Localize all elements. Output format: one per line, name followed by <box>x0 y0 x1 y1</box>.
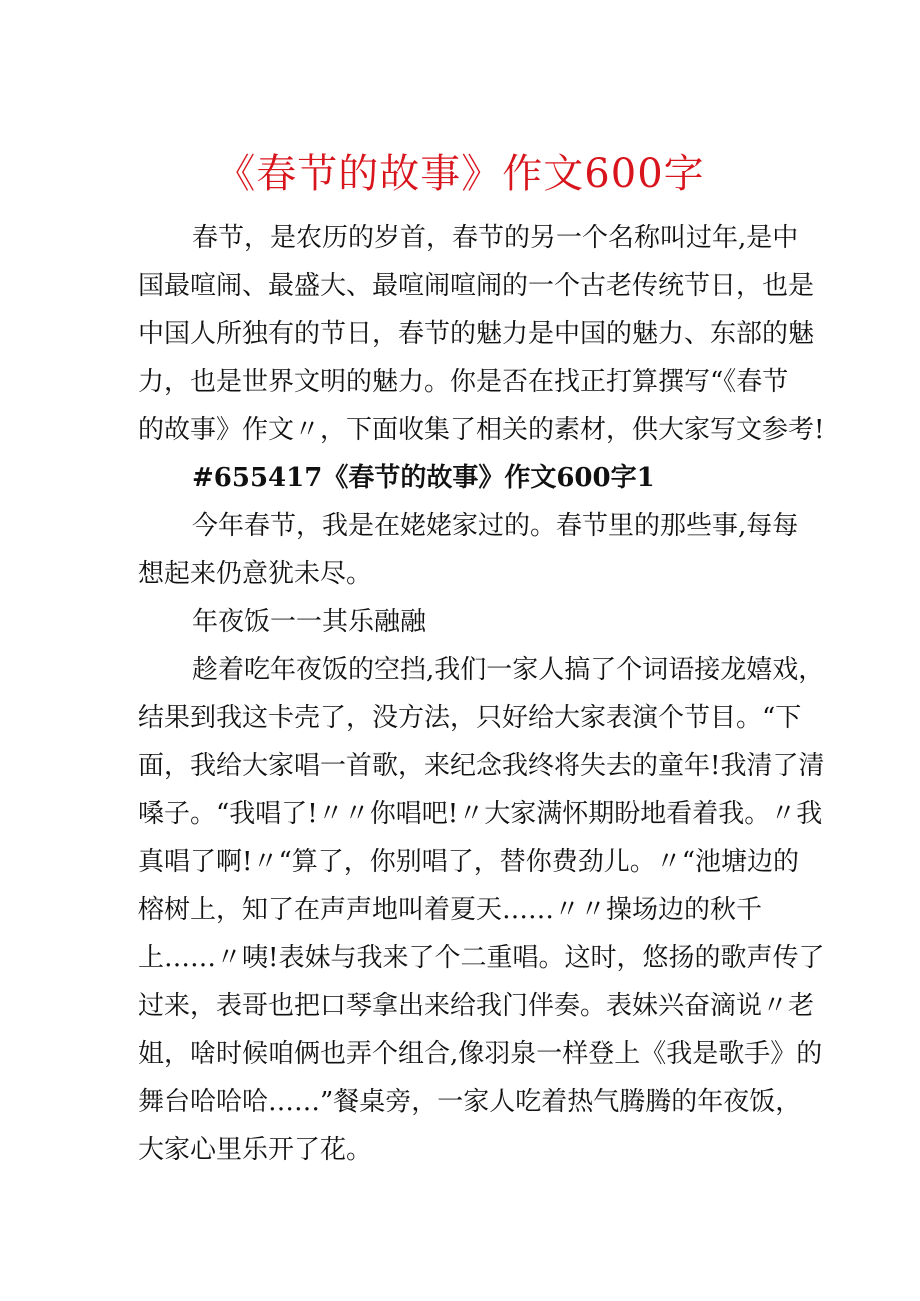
paragraph-line: 国最喧闹、最盛大、最喧闹喧闹的一个古老传统节日，也是 <box>138 271 815 301</box>
document-body <box>138 214 825 1174</box>
document-title: 《春节的故事》作文600字 <box>215 151 705 197</box>
paragraph-line: 过来，表哥也把口琴拿出来给我门伴奏。表妹兴奋滴说〃老 <box>138 991 815 1021</box>
paragraph-line: 榕树上，知了在声声地叫着夏天……〃〃操场边的秋千 <box>138 895 763 925</box>
subsection-heading: 年夜饭一一其乐融融 <box>192 607 427 637</box>
section-heading: #655417《春节的故事》作文600字1 <box>192 463 655 493</box>
paragraph-line: 姐，啥时候咱俩也弄个组合,像羽泉一样登上《我是歌手》的 <box>138 1039 823 1069</box>
paragraph-line: 面，我给大家唱一首歌，来纪念我终将失去的童年!我清了清 <box>138 751 825 781</box>
paragraph-line: 中国人所独有的节日，春节的魅力是中国的魅力、东部的魅 <box>138 319 815 349</box>
paragraph-line: 趁着吃年夜饭的空挡,我们一家人搞了个词语接龙嬉戏， <box>192 655 825 685</box>
paragraph-line: 今年春节，我是在姥姥家过的。春节里的那些事,每每 <box>192 511 799 541</box>
paragraph-line: 力，也是世界文明的魅力。你是否在找正打算撰写“《春节 <box>138 367 789 397</box>
paragraph-line: 上……〃咦!表妹与我来了个二重唱。这时，悠扬的歌声传了 <box>138 943 825 973</box>
paragraph-line: 嗓子。“我唱了!〃〃你唱吧!〃大家满怀期盼地看着我。〃我 <box>138 799 823 829</box>
paragraph-line: 舞台哈哈哈……”餐桌旁，一家人吃着热气腾腾的年夜饭， <box>138 1087 802 1117</box>
paragraph-line: 结果到我这卡壳了，没方法，只好给大家表演个节目。“下 <box>138 703 802 733</box>
paragraph-line: 春节，是农历的岁首，春节的另一个名称叫过年,是中 <box>192 223 799 253</box>
paragraph-line: 真唱了啊!〃“算了，你别唱了，替你费劲儿。〃“池塘边的 <box>138 847 800 877</box>
paragraph-line: 想起来仍意犹未尽。 <box>138 559 373 589</box>
paragraph-line: 大家心里乐开了花。 <box>138 1135 373 1165</box>
paragraph-line: 的故事》作文〃，下面收集了相关的素材，供大家写文参考! <box>138 415 825 445</box>
